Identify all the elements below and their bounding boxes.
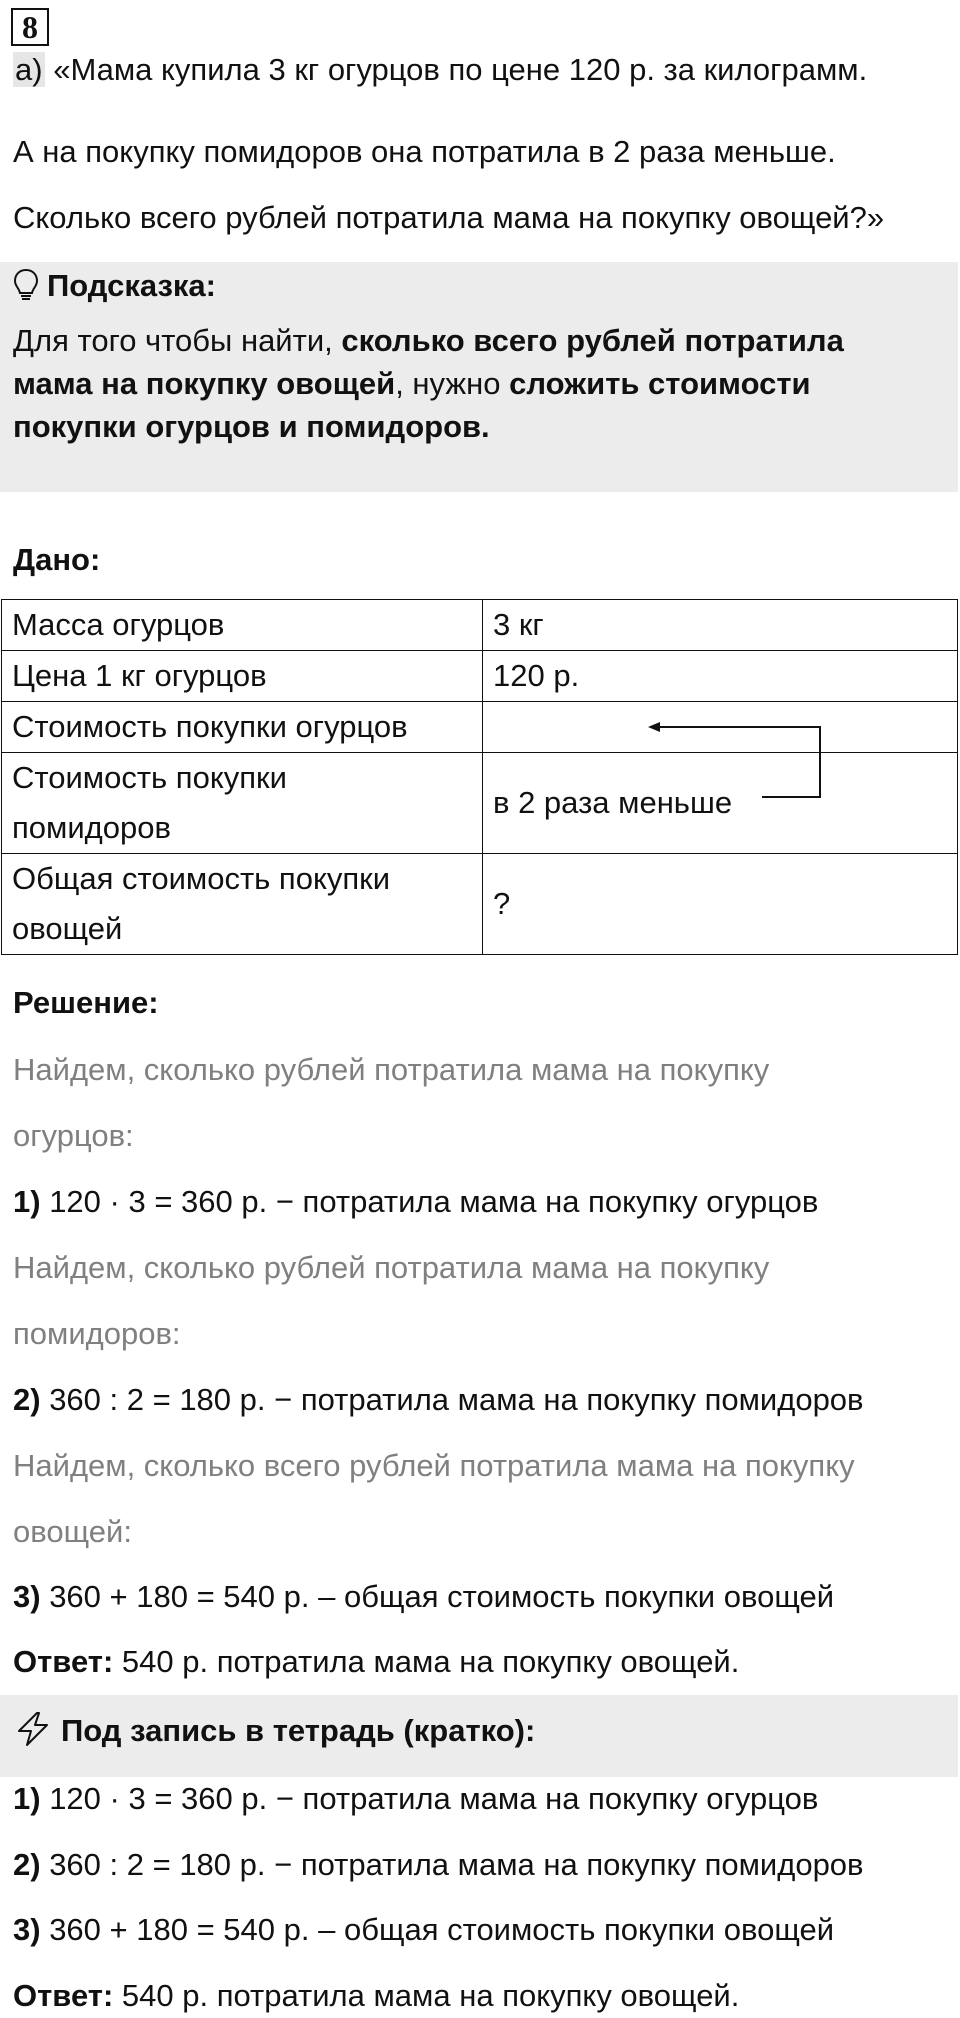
short-step-1: 1) 120 · 3 = 360 р. − потратила мама на покупку огурцов — [13, 1781, 819, 1816]
table-cell: 120 р. — [483, 651, 958, 702]
part-marker: а) — [15, 52, 43, 87]
short-step-2: 2) 360 : 2 = 180 р. − потратила мама на покупку помидоров — [13, 1847, 864, 1882]
solution-note: овощей: — [13, 1514, 132, 1549]
solution-note: помидоров: — [13, 1316, 181, 1351]
answer: Ответ: 540 р. потратила мама на покупку овощей. — [13, 1644, 740, 1679]
short-step-3: 3) 360 + 180 = 540 р. – общая стоимость покупки овощей — [13, 1912, 835, 1947]
solution-note: Найдем, сколько рублей потратила мама на покупку — [13, 1052, 770, 1087]
table-row — [2, 651, 958, 702]
solution-step-3: 3) 360 + 180 = 540 р. – общая стоимость покупки овощей — [13, 1579, 835, 1614]
table-cell: Цена 1 кг огурцов — [2, 651, 483, 702]
hint-line-1: Для того чтобы найти, сколько всего рублей потратила — [13, 323, 844, 358]
task-text-line-1: а) «Мама купила 3 кг огурцов по цене 120 р. за килограмм. — [15, 52, 868, 87]
lightning-icon — [13, 1711, 53, 1747]
task-number: 8 — [11, 8, 49, 46]
table-cell: в 2 раза меньше — [483, 753, 958, 854]
hint-line-3: покупки огурцов и помидоров. — [13, 409, 490, 444]
table-cell: Стоимость покупки огурцов — [2, 702, 483, 753]
lightbulb-icon — [13, 268, 39, 302]
hint-line-2: мама на покупку овощей, нужно сложить стоимости — [13, 366, 811, 401]
table-cell: Стоимость покупки помидоров — [2, 753, 483, 854]
hint-title: Подсказка: — [13, 266, 216, 306]
table-cell: 3 кг — [483, 600, 958, 651]
task-text-line-3: Сколько всего рублей потратила мама на покупку овощей?» — [13, 200, 885, 235]
short-answer: Ответ: 540 р. потратила мама на покупку овощей. — [13, 1978, 740, 2013]
table-row — [2, 600, 958, 651]
solution-note: Найдем, сколько рублей потратила мама на покупку — [13, 1250, 770, 1285]
solution-step-2: 2) 360 : 2 = 180 р. − потратила мама на покупку помидоров — [13, 1382, 864, 1417]
solution-step-1: 1) 120 · 3 = 360 р. − потратила мама на покупку огурцов — [13, 1184, 819, 1219]
short-note-title: Под запись в тетрадь (кратко): — [13, 1711, 535, 1751]
relation-arrow-icon — [640, 720, 830, 800]
table-cell: ? — [483, 854, 958, 955]
task-text-line-2: А на покупку помидоров она потратила в 2 раза меньше. — [13, 134, 836, 169]
table-cell: Масса огурцов — [2, 600, 483, 651]
table-row — [2, 854, 958, 955]
solution-label: Решение: — [13, 985, 159, 1020]
table-cell: Общая стоимость покупки овощей — [2, 854, 483, 955]
solution-note: огурцов: — [13, 1118, 134, 1153]
solution-note: Найдем, сколько всего рублей потратила мама на покупку — [13, 1448, 855, 1483]
given-label: Дано: — [13, 542, 101, 577]
